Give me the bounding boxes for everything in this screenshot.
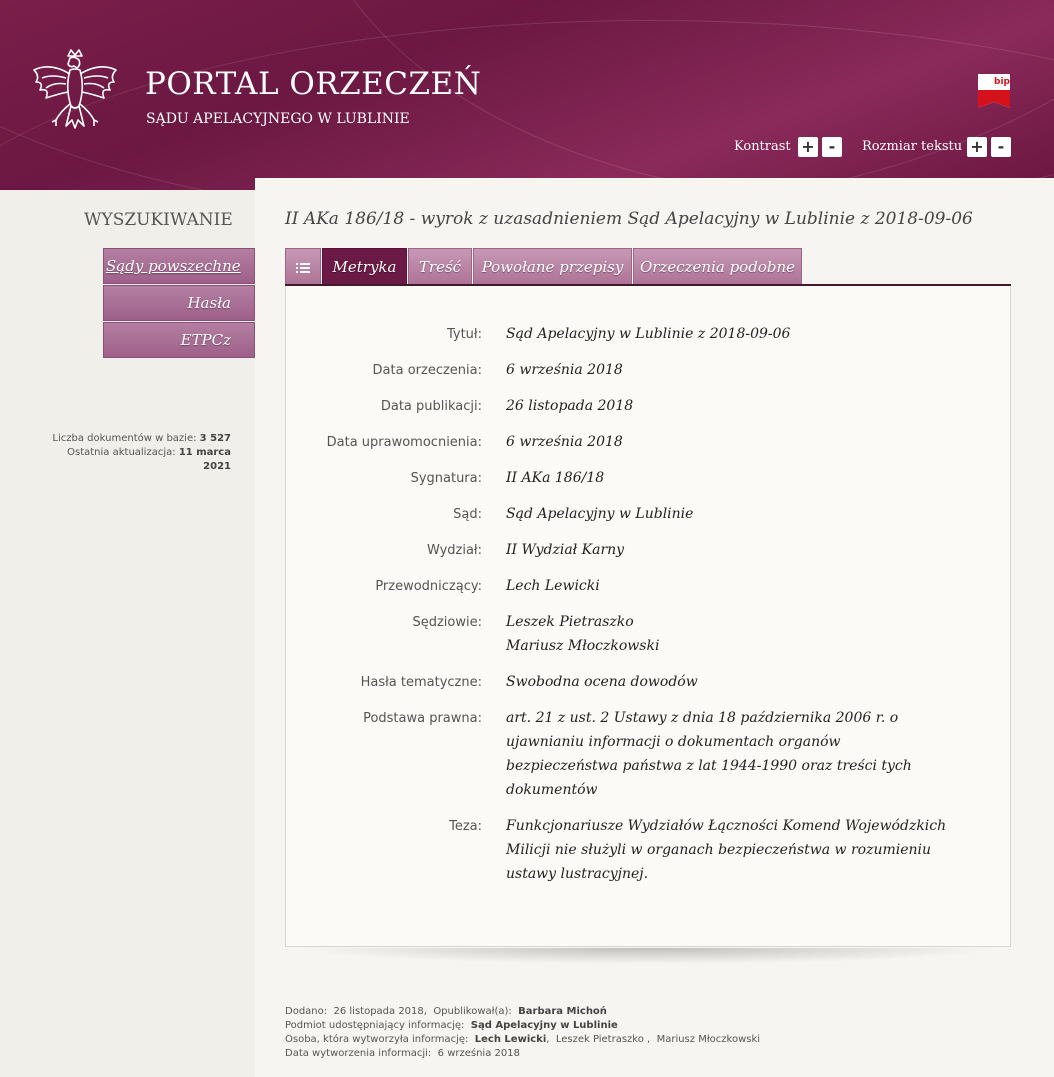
meta-value-wydzial: II Wydział Karny — [506, 542, 625, 558]
published-by-label: Opublikował(a): — [433, 1006, 512, 1017]
meta-label-hasla: Hasła tematyczne: — [360, 675, 482, 690]
site-header — [0, 0, 1054, 190]
legal-basis-line: art. 21 z ust. 2 Ustawy z dnia 18 października 2006 r. o — [506, 710, 899, 726]
meta-value-tytul: Sąd Apelacyjny w Lublinie z 2018-09-06 — [506, 326, 791, 342]
legal-basis-line: dokumentów — [506, 782, 598, 798]
judge-name: Leszek Pietraszko — [506, 614, 634, 630]
meta-label-data-publikacji: Data publikacji: — [380, 399, 482, 414]
judge-name: Mariusz Młoczkowski — [506, 638, 660, 654]
meta-label-przewodniczacy: Przewodniczący: — [375, 579, 482, 594]
meta-value-sad: Sąd Apelacyjny w Lublinie — [506, 506, 694, 522]
document-title: II AKa 186/18 - wyrok z uzasadnieniem Sąd Apelacyjny w Lublinie z 2018-09-06 — [285, 209, 973, 229]
tab-list-view[interactable] — [285, 248, 321, 284]
thesis-line: ustawy lustracyjnej. — [506, 866, 649, 882]
bip-logo[interactable] — [976, 72, 1012, 110]
thesis-line: Funkcjonariusze Wydziałów Łączności Komend Wojewódzkich — [506, 818, 947, 834]
meta-value-data-orzeczenia: 6 września 2018 — [506, 362, 623, 378]
sidebar-item-hasla[interactable]: Hasła — [103, 285, 255, 321]
meta-value-teza — [506, 814, 966, 886]
tab-powolane-przepisy[interactable]: Powołane przepisy — [473, 248, 632, 284]
meta-label-sedziowie: Sędziowie: — [412, 615, 482, 630]
meta-label-podstawa: Podstawa prawna: — [363, 711, 482, 726]
database-stats — [30, 432, 231, 474]
bip-logo-text: bip — [994, 77, 1010, 87]
meta-value-przewodniczacy: Lech Lewicki — [506, 578, 600, 594]
author-value-1: Lech Lewicki — [474, 1034, 547, 1045]
author-value-2: Leszek Pietraszko , — [555, 1034, 651, 1045]
tab-metryka[interactable]: Metryka — [322, 248, 407, 284]
meta-value-sedziowie — [506, 610, 966, 658]
provider-value: Sąd Apelacyjny w Lublinie — [470, 1020, 618, 1031]
meta-label-data-orzeczenia: Data orzeczenia: — [372, 363, 482, 378]
provider-label: Podmiot udostępniający informację: — [285, 1020, 465, 1031]
meta-label-sygnatura: Sygnatura: — [410, 471, 482, 486]
meta-label-sad: Sąd: — [453, 507, 482, 522]
thesis-line: Milicji nie służyli w organach bezpieczeństwa w rozumieniu — [506, 842, 932, 858]
created-date-value: 6 września 2018 — [437, 1048, 520, 1059]
site-title[interactable]: PORTAL ORZECZEŃ — [145, 66, 482, 102]
meta-label-tytul: Tytuł: — [446, 327, 482, 342]
meta-label-teza: Teza: — [449, 819, 482, 834]
author-label: Osoba, która wytworzyła informację: — [285, 1034, 469, 1045]
added-label: Dodano: — [285, 1006, 328, 1017]
meta-label-data-uprawomocnienia: Data uprawomocnienia: — [326, 435, 482, 450]
meta-value-podstawa — [506, 706, 966, 802]
meta-value-sygnatura: II AKa 186/18 — [506, 470, 605, 486]
sidebar-item-sady-powszechne[interactable]: Sądy powszechne — [103, 248, 255, 284]
text-size-decrease-button[interactable]: - — [991, 137, 1011, 157]
created-date-label: Data wytworzenia informacji: — [285, 1048, 432, 1059]
panel-shadow — [300, 948, 1000, 964]
last-update-year: 2021 — [203, 461, 231, 472]
sidebar-item-etpcz[interactable]: ETPCz — [103, 322, 255, 358]
contrast-decrease-button[interactable]: - — [822, 137, 842, 157]
contrast-label: Kontrast — [734, 139, 791, 154]
contrast-increase-button[interactable]: + — [798, 137, 818, 157]
list-icon — [296, 262, 310, 274]
sidebar-title: WYSZUKIWANIE — [84, 210, 233, 230]
text-size-increase-button[interactable]: + — [967, 137, 987, 157]
meta-value-data-publikacji: 26 listopada 2018 — [506, 398, 634, 414]
legal-basis-line: ujawnianiu informacji o dokumentach organów — [506, 734, 841, 750]
legal-basis-line: bezpieczeństwa państwa z lat 1944-1990 oraz treści tych — [506, 758, 912, 774]
docs-count-value: 3 527 — [199, 433, 231, 444]
published-by-value: Barbara Michoń — [518, 1006, 607, 1017]
author-value-3: Mariusz Młoczkowski — [656, 1034, 761, 1045]
last-update-label: Ostatnia aktualizacja: — [67, 447, 176, 458]
polish-eagle-emblem-icon — [30, 48, 120, 144]
publication-footer: Dodano: 26 listopada 2018, Opublikował(a): Barbara Michoń Podmiot udostępniający informację: Sąd Apelacyjny w Lublinie Osoba, która wytworzyła informację: Lech Lewicki, Leszek Pietraszko , Mariusz Młoczkowski Data wytworzenia informacji: 6 września 2018 — [285, 1006, 761, 1059]
meta-label-wydzial: Wydział: — [426, 543, 482, 558]
text-size-label: Rozmiar tekstu — [862, 139, 963, 154]
last-update-value: 11 marca — [178, 447, 231, 458]
meta-value-data-uprawomocnienia: 6 września 2018 — [506, 434, 623, 450]
tab-tresc[interactable]: Treść — [408, 248, 472, 284]
site-subtitle: SĄDU APELACYJNEGO W LUBLINIE — [146, 111, 410, 127]
docs-count-label: Liczba dokumentów w bazie: — [52, 433, 197, 444]
added-value: 26 listopada 2018, — [333, 1006, 427, 1017]
tab-orzeczenia-podobne[interactable]: Orzeczenia podobne — [633, 248, 802, 284]
meta-value-hasla[interactable]: Swobodna ocena dowodów — [506, 674, 698, 690]
